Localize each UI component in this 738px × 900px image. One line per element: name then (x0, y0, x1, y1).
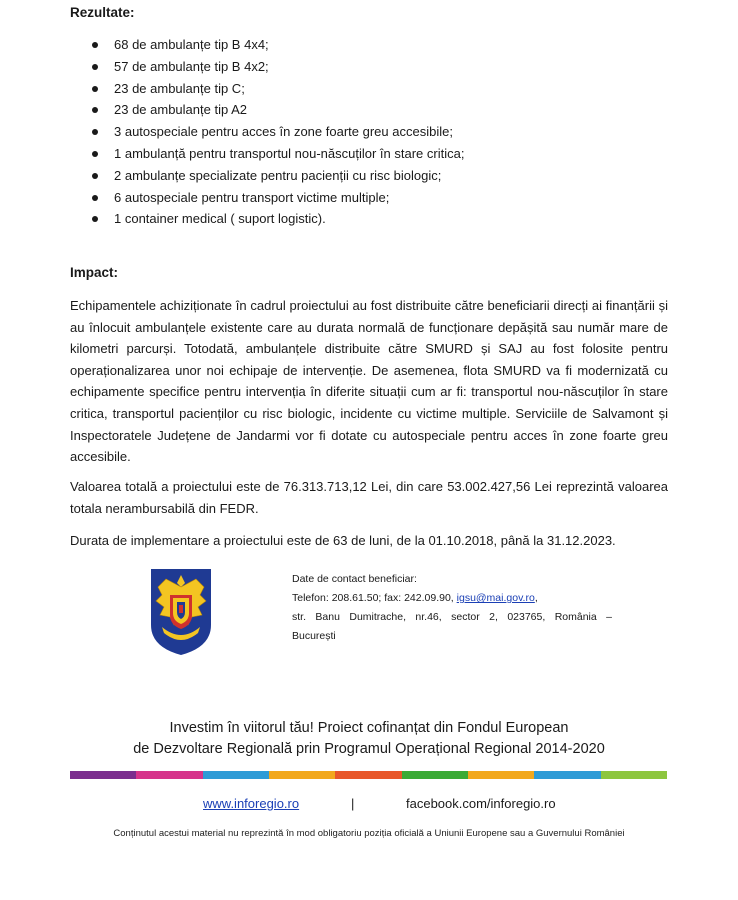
list-item: 1 container medical ( suport logistic). (70, 208, 670, 230)
rainbow-segment (601, 771, 667, 779)
rainbow-segment (534, 771, 600, 779)
contact-city: București (292, 630, 336, 642)
facebook-link[interactable]: facebook.com/inforegio.ro (406, 796, 556, 811)
contact-address: str. Banu Dumitrache, nr.46, sector 2, 023765, România – (292, 611, 612, 623)
list-item: 1 ambulanță pentru transportul nou-născuților în stare critica; (70, 143, 670, 165)
project-value-paragraph: Valoarea totală a proiectului este de 76.313.713,12 Lei, din care 53.002.427,56 Lei reprezintă valoarea totala nerambursabilă din FEDR. (70, 479, 668, 516)
rainbow-segment (269, 771, 335, 779)
results-heading: Rezultate: (70, 5, 135, 20)
list-item: 23 de ambulanțe tip A2 (70, 99, 670, 121)
rainbow-divider (70, 771, 667, 779)
contact-email-link[interactable]: igsu@mai.gov.ro (456, 592, 535, 604)
project-duration-paragraph: Durata de implementare a proiectului este de 63 de luni, de la 01.10.2018, până la 31.12.2023. (70, 533, 616, 548)
list-item: 23 de ambulanțe tip C; (70, 78, 670, 100)
list-item: 3 autospeciale pentru acces în zone foarte greu accesibile; (70, 121, 670, 143)
contact-block (292, 570, 612, 646)
contact-phone: Telefon: 208.61.50; fax: 242.09.90, (292, 592, 457, 604)
rainbow-segment (136, 771, 202, 779)
rainbow-segment (468, 771, 534, 779)
impact-heading: Impact: (70, 265, 119, 280)
contact-phone-line (292, 589, 612, 608)
impact-paragraph: Echipamentele achiziționate în cadrul proiectului au fost distribuite către beneficiarii direcți ai finanțării și au înlocuit ambulanțele existente care au durata normală de funcționare depășită sau număr mare de kilometri parcurși. Totodată, ambulanțele distribuite către SMURD și SAJ au fost folosite pentru operaționalizarea unor noi echipaje de intervenție. De asemenea, flota SMURD va fi modernizată cu echipamente specifice pentru intervenția în diferite situații cum ar fi: transportul nou-născuților în stare critica, transportul pacienților cu risc biologic, incidente cu victime multiple. Serviciile de Salvamont și Inspectoratele Județene de Jandarmi vor fi dotate cu autospeciale pentru acces în zone foarte greu accesibile. (70, 298, 668, 465)
footer-slogan (60, 718, 678, 760)
website-link[interactable]: www.inforegio.ro (203, 796, 300, 811)
contact-punctuation: , (534, 592, 538, 604)
contact-title: Date de contact beneficiar: (292, 573, 417, 585)
link-separator: | (351, 796, 355, 811)
slogan-line: Investim în viitorul tău! Proiect cofinanțat din Fondul European (169, 720, 569, 736)
list-item: 6 autospeciale pentru transport victime multiple; (70, 187, 670, 209)
rainbow-segment (402, 771, 468, 779)
results-list (70, 34, 670, 230)
rainbow-segment (70, 771, 136, 779)
slogan-line: de Dezvoltare Regională prin Programul Operațional Regional 2014-2020 (133, 741, 605, 757)
disclaimer: Conținutul acestui material nu reprezintă în mod obligatoriu poziția oficială a Uniunii Europene sau a Guvernului României (113, 828, 625, 839)
list-item: 57 de ambulanțe tip B 4x2; (70, 56, 670, 78)
list-item: 2 ambulanțe specializate pentru pacienții cu risc biologic; (70, 165, 670, 187)
rainbow-segment (335, 771, 401, 779)
rainbow-segment (203, 771, 269, 779)
list-item: 68 de ambulanțe tip B 4x4; (70, 34, 670, 56)
romanian-coat-of-arms-icon (148, 565, 214, 657)
